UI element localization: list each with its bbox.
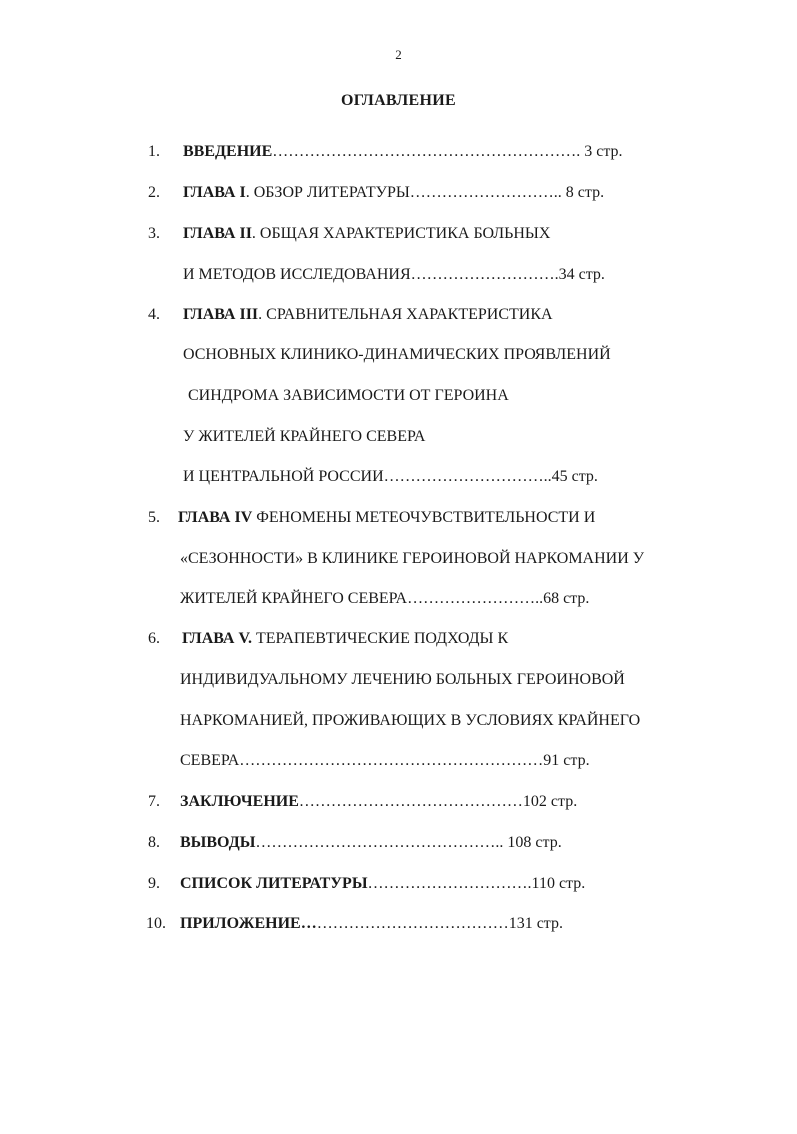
entry-number: 4. [148, 306, 160, 323]
toc-line: «СЕЗОННОСТИ» В КЛИНИКЕ ГЕРОИНОВОЙ НАРКОМАНИИ У [180, 550, 645, 567]
toc-line-bold: ГЛАВА IV [178, 509, 253, 526]
entry-number: 3. [148, 225, 160, 242]
toc-line [183, 224, 550, 244]
toc-line-text: . ОБЩАЯ ХАРАКТЕРИСТИКА БОЛЬНЫХ [251, 225, 551, 242]
toc-line: И ЦЕНТРАЛЬНОЙ РОССИИ…………………………..45 стр. [183, 468, 598, 485]
toc-line [183, 142, 623, 162]
toc-line-bold: ГЛАВА V. [182, 630, 252, 647]
toc-line: СЕВЕРА…………………………………………………91 стр. [180, 752, 590, 769]
toc-line-text: . ОБЗОР ЛИТЕРАТУРЫ……………………….. 8 стр. [245, 184, 605, 201]
toc-line-bold: ГЛАВА I [183, 184, 246, 201]
toc-line [180, 833, 562, 853]
toc-line-bold: ПРИЛОЖЕНИЕ… [180, 915, 317, 932]
entry-number: 9. [148, 875, 160, 892]
toc-heading: ОГЛАВЛЕНИЕ [341, 92, 456, 109]
toc-line-bold: ВЫВОДЫ [180, 834, 256, 851]
entry-number: 7. [148, 793, 160, 810]
entry-number: 1. [148, 143, 160, 160]
toc-line [180, 874, 585, 894]
entry-number: 5. [148, 509, 160, 526]
entry-number: 2. [148, 184, 160, 201]
toc-line: НАРКОМАНИЕЙ, ПРОЖИВАЮЩИХ В УСЛОВИЯХ КРАЙНЕГО [180, 712, 641, 729]
toc-line [180, 914, 563, 934]
toc-line-bold: ГЛАВА III [183, 306, 259, 323]
toc-line-text: ………………………………131 стр. [316, 915, 563, 932]
entry-number: 8. [148, 834, 160, 851]
toc-line-bold: ВВЕДЕНИЕ [183, 143, 273, 160]
toc-line [183, 183, 604, 203]
toc-line: У ЖИТЕЛЕЙ КРАЙНЕГО СЕВЕРА [183, 428, 426, 445]
toc-line-bold: ЗАКЛЮЧЕНИЕ [180, 793, 299, 810]
toc-line-text: . СРАВНИТЕЛЬНАЯ ХАРАКТЕРИСТИКА [258, 306, 553, 323]
toc-line-text: ………………………….110 стр. [367, 875, 586, 892]
toc-line [180, 792, 577, 812]
toc-line [183, 305, 553, 325]
toc-line: ИНДИВИДУАЛЬНОМУ ЛЕЧЕНИЮ БОЛЬНЫХ ГЕРОИНОВОЙ [180, 671, 625, 688]
toc-line [178, 508, 595, 528]
toc-line: СИНДРОМА ЗАВИСИМОСТИ ОТ ГЕРОИНА [188, 387, 509, 404]
toc-line: ОСНОВНЫХ КЛИНИКО-ДИНАМИЧЕСКИХ ПРОЯВЛЕНИЙ [183, 346, 611, 363]
toc-line [182, 629, 508, 649]
toc-line: И МЕТОДОВ ИССЛЕДОВАНИЯ……………………….34 стр. [183, 266, 605, 283]
toc-line-text: …………………………………………………. 3 стр. [272, 143, 623, 160]
toc-line-text: ТЕРАПЕВТИЧЕСКИЕ ПОДХОДЫ К [251, 630, 509, 647]
toc-line-bold: СПИСОК ЛИТЕРАТУРЫ [180, 875, 368, 892]
page-number: 2 [395, 47, 402, 62]
entry-number: 6. [148, 630, 160, 647]
toc-line-bold: ГЛАВА II [183, 225, 252, 242]
toc-line: ЖИТЕЛЕЙ КРАЙНЕГО СЕВЕРА……………………..68 стр. [180, 590, 590, 607]
toc-line-text: ФЕНОМЕНЫ МЕТЕОЧУВСТВИТЕЛЬНОСТИ И [252, 509, 596, 526]
toc-line-text: ……………………………………102 стр. [298, 793, 578, 810]
toc-line-text: ……………………………………….. 108 стр. [255, 834, 562, 851]
entry-number: 10. [146, 915, 166, 932]
